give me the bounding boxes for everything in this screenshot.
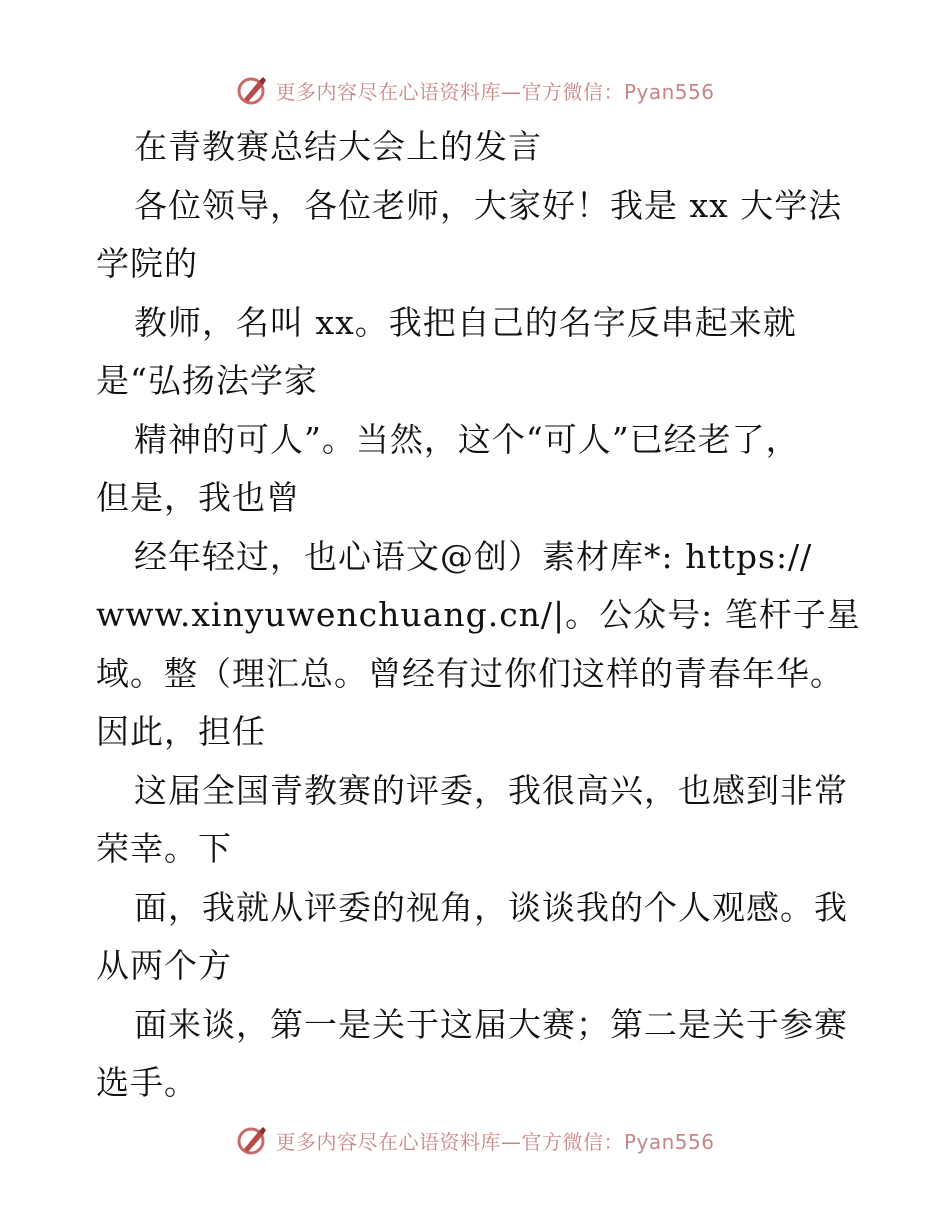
text-line: 因此，担任 (96, 712, 266, 751)
watermark-text: 更多内容尽在心语资料库—官方微信：Pyan556 (275, 1129, 715, 1154)
text-line: 但是，我也曾 (96, 478, 300, 517)
document-body (96, 118, 861, 1113)
text-line: 学院的 (96, 244, 198, 283)
watermark-text: 更多内容尽在心语资料库—官方微信：Pyan556 (275, 79, 715, 104)
document-title: 在青教赛总结大会上的发言 (134, 127, 542, 166)
text-line: 这届全国青教赛的评委，我很高兴，也感到非常 (134, 770, 848, 810)
text-line: 从两个方 (96, 946, 232, 985)
text-line: 面来谈，第一是关于这届大赛；第二是关于参赛 (134, 1004, 848, 1044)
text-line: 域。整（理汇总。曾经有过你们这样的青春年华。 (96, 653, 844, 693)
text-line: 经年轻过，也心语文@创）素材库*: https:// (134, 536, 813, 576)
text-line: 教师，名叫 xx。我把自己的名字反串起来就 (134, 302, 797, 342)
header-watermark (0, 70, 950, 110)
text-line: 荣幸。下 (96, 829, 232, 868)
text-line: 是“弘扬法学家 (96, 361, 318, 400)
pen-nib-logo-icon (235, 73, 269, 107)
text-line: 各位领导，各位老师，大家好！我是 xx 大学法 (134, 185, 843, 225)
footer-watermark (0, 1120, 950, 1160)
text-line: 选手。 (96, 1063, 198, 1102)
text-line: 面，我就从评委的视角，谈谈我的个人观感。我 (134, 887, 848, 927)
pen-nib-logo-icon (235, 1123, 269, 1157)
text-line: www.xinyuwenchuang.cn/|。公众号: 笔杆子星 (96, 595, 861, 634)
text-line: 精神的可人”。当然，这个“可人”已经老了， (134, 419, 800, 459)
